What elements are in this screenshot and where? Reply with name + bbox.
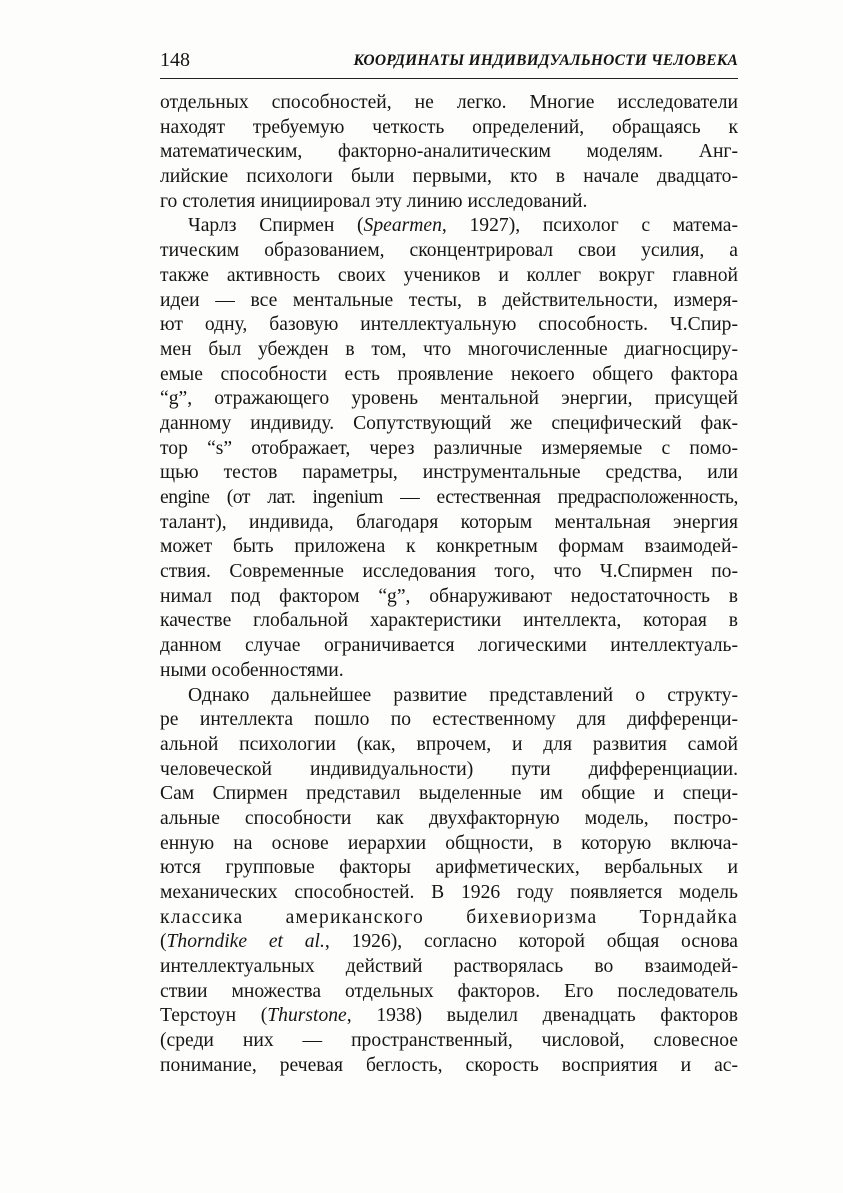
text-line: го столетия инициировал эту линию исследований. — [160, 190, 588, 212]
text-line: также активность своих учеников и коллег вокруг главной — [160, 264, 738, 286]
text-line: Сам Спирмен представил выделенные им общие и специ- — [160, 783, 738, 805]
text-line: качестве глобальной характеристики интеллекта, которая в — [160, 610, 738, 632]
text-line: Чарлз Спирмен (Spearmen, 1927), психолог с матема- — [188, 215, 738, 237]
text-line: (Thorndike et al., 1926), согласно которой общая основа — [160, 931, 739, 953]
text-line: нимал под фактором “g”, обнаруживают недостаточность в — [160, 585, 738, 607]
paragraph-1 — [160, 91, 738, 214]
text-line: математическим, факторно-аналитическим моделям. Анг- — [160, 141, 738, 163]
page-number: 148 — [160, 49, 190, 71]
running-head: КООРДИНАТЫ ИНДИВИДУАЛЬНОСТИ ЧЕЛОВЕКА — [353, 52, 738, 69]
text-line: Однако дальнейшее развитие представлений о структу- — [188, 684, 738, 706]
text-line: интеллектуальных действий растворялась во взаимодей- — [160, 956, 738, 978]
paragraph-2 — [160, 214, 738, 683]
text-line: мен был убежден в том, что многочисленные диагносциру- — [160, 338, 738, 360]
text-line: отдельных способностей, не легко. Многие исследователи — [160, 92, 738, 113]
text-line: может быть приложена к конкретным формам взаимодей- — [160, 536, 738, 558]
text-line: альной психологии (как, впрочем, и для развития самой — [160, 733, 738, 755]
body-text — [160, 91, 738, 1079]
text-line: тическим образованием, сконцентрировал свои усилия, а — [160, 240, 738, 262]
text-line: ре интеллекта пошло по естественному для дифференци- — [160, 709, 738, 731]
text-line: щью тестов параметры, инструментальные средства, или — [160, 462, 738, 484]
text-line: понимание, речевая беглость, скорость восприятия и ас- — [160, 1054, 738, 1076]
text-line: ными особенностями. — [160, 659, 344, 681]
text-line: (среди них — пространственный, числовой, словесное — [160, 1030, 738, 1052]
text-line: данном случае ограничивается логическими интеллектуаль- — [160, 635, 738, 657]
text-line: Терстоун (Thurstone, 1938) выделил двенадцать факторов — [160, 1005, 738, 1027]
text-line: находят требуемую четкость определений, обращаясь к — [160, 116, 738, 138]
text-line: данному индивиду. Сопутствующий же специфический фак- — [160, 412, 738, 434]
text-line: классика американского бихевиоризма Торндайка — [160, 906, 738, 928]
text-line: енную на основе иерархии общности, в которую включа- — [160, 832, 738, 854]
text-line: тор “s” отображает, через различные измеряемые с помо- — [160, 437, 738, 459]
text-line: “g”, отражающего уровень ментальной энергии, присущей — [160, 388, 738, 410]
text-line: талант), индивида, благодаря которым ментальная энергия — [160, 511, 738, 533]
text-line: альные способности как двухфакторную модель, постро- — [160, 807, 738, 829]
page-header — [160, 44, 738, 79]
text-line: емые способности есть проявление некоего общего фактора — [160, 363, 738, 385]
text-line: engine (от лат. ingenium — естественная предрасположенность, — [160, 487, 738, 508]
paragraph-3 — [160, 684, 738, 1079]
text-line: идеи — все ментальные тесты, в действительности, измеря- — [160, 289, 738, 311]
text-line: ствия. Современные исследования того, что Ч.Спирмен по- — [160, 561, 738, 583]
text-line: ствии множества отдельных факторов. Его последователь — [160, 980, 738, 1002]
text-line: лийские психологи были первыми, кто в начале двадцато- — [160, 166, 738, 188]
text-line: механических способностей. В 1926 году появляется модель — [160, 882, 738, 903]
text-line: ются групповые факторы арифметических, вербальных и — [160, 857, 738, 879]
text-line: человеческой индивидуальности) пути дифференциации. — [160, 758, 738, 780]
text-line: ют одну, базовую интеллектуальную способность. Ч.Спир- — [160, 314, 738, 336]
